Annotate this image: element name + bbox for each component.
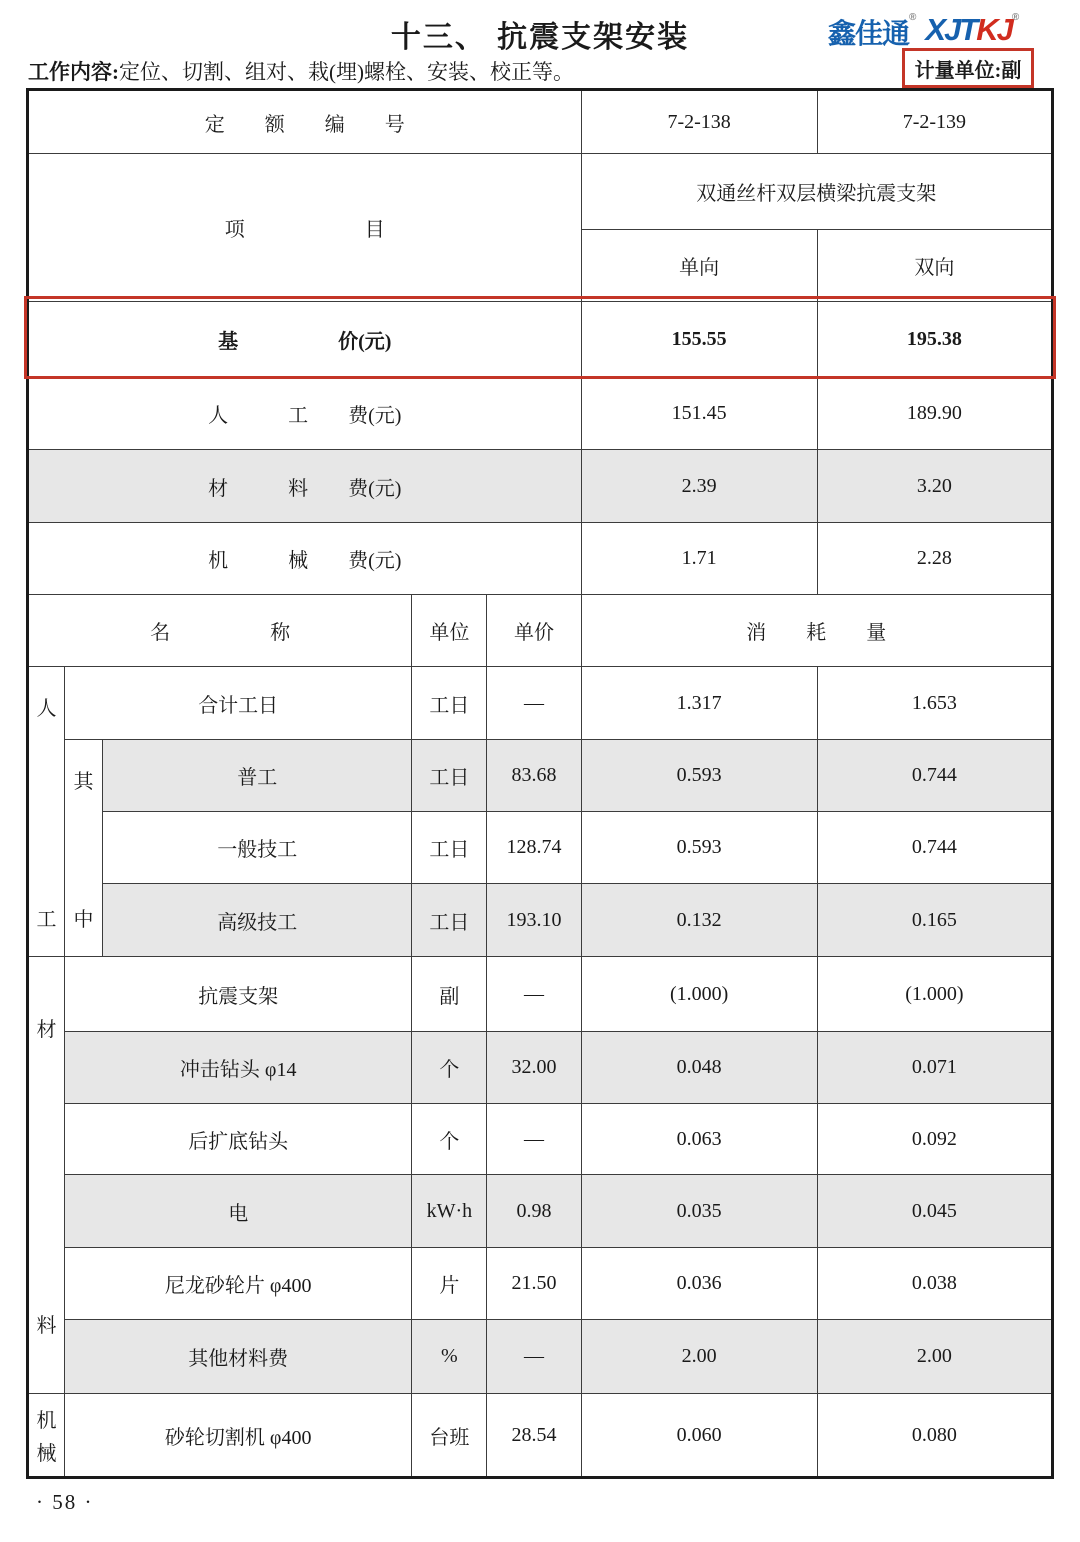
row-name: 高级技工 <box>103 884 412 957</box>
row-name: 普工 <box>103 740 412 812</box>
row-name: 砂轮切割机 φ400 <box>65 1394 412 1478</box>
row-price: 0.98 <box>487 1175 581 1248</box>
row-value-1: 0.036 <box>581 1248 817 1320</box>
row-value-1: (1.000) <box>581 957 817 1032</box>
machine-fee-value-2: 2.28 <box>817 523 1052 595</box>
row-unit: 工日 <box>412 740 487 812</box>
row-value-2: 1.653 <box>817 667 1052 740</box>
measure-unit-text: 计量单位:副 <box>914 59 1022 82</box>
table-row-other-material-fee <box>28 1320 1053 1394</box>
row-price: — <box>487 1320 581 1394</box>
registered-mark-icon: ® <box>909 12 916 23</box>
row-unit: 个 <box>412 1032 487 1104</box>
row-name: 冲击钻头 φ14 <box>65 1032 412 1104</box>
logo-latin-wordmark: XJTKJ® <box>925 12 1018 47</box>
row-value-1: 0.035 <box>581 1175 817 1248</box>
table-row-seismic-support <box>28 957 1053 1032</box>
page-title: 十三、 抗震支架安装 <box>390 21 690 54</box>
row-price: 83.68 <box>487 740 581 812</box>
row-unit: 工日 <box>412 667 487 740</box>
row-price: 128.74 <box>487 812 581 884</box>
row-value-1: 0.063 <box>581 1104 817 1175</box>
row-price: 193.10 <box>487 884 581 957</box>
row-value-2: 0.744 <box>817 812 1052 884</box>
row-unit: kW·h <box>412 1175 487 1248</box>
registered-mark-icon: ® <box>1011 12 1018 23</box>
company-logo <box>828 12 1068 52</box>
base-price-label: 基 价(元) <box>28 302 582 377</box>
item-group-name: 双通丝杆双层横梁抗震支架 <box>581 154 1052 230</box>
row-unit: % <box>412 1320 487 1394</box>
row-value-2: 0.092 <box>817 1104 1052 1175</box>
detail-header-unit: 单位 <box>412 595 487 667</box>
work-content-text: 定位、切割、组对、栽(埋)螺栓、安装、校正等。 <box>119 60 574 84</box>
page-number: · 58 · <box>36 1490 94 1514</box>
row-price: 28.54 <box>487 1394 581 1478</box>
row-value-1: 0.593 <box>581 812 817 884</box>
material-fee-label: 材 料 费(元) <box>28 450 582 523</box>
machine-fee-value-1: 1.71 <box>581 523 817 595</box>
row-price: — <box>487 1104 581 1175</box>
labor-subsection-label: 其 中 <box>65 740 103 957</box>
row-unit: 台班 <box>412 1394 487 1478</box>
row-value-1: 2.00 <box>581 1320 817 1394</box>
row-value-2: 0.080 <box>817 1394 1052 1478</box>
row-value-1: 0.593 <box>581 740 817 812</box>
quota-code-1: 7-2-138 <box>581 90 817 154</box>
row-value-2: 0.744 <box>817 740 1052 812</box>
row-unit: 工日 <box>412 884 487 957</box>
material-section-label: 材 料 <box>28 957 65 1394</box>
table-row-cutting-machine <box>28 1394 1053 1478</box>
detail-header-name: 名 称 <box>28 595 412 667</box>
row-value-1: 0.048 <box>581 1032 817 1104</box>
machine-fee-row <box>28 523 1053 595</box>
labor-fee-label: 人 工 费(元) <box>28 377 582 450</box>
quota-code-row <box>28 90 1053 154</box>
row-name: 其他材料费 <box>65 1320 412 1394</box>
row-price: 32.00 <box>487 1032 581 1104</box>
table-row-general-technician <box>28 812 1053 884</box>
quota-table <box>26 88 1054 1479</box>
row-value-2: (1.000) <box>817 957 1052 1032</box>
labor-fee-row <box>28 377 1053 450</box>
row-unit: 片 <box>412 1248 487 1320</box>
direction-col-1: 单向 <box>581 230 817 302</box>
work-content-label: 工作内容: <box>28 60 119 84</box>
table-row-senior-technician <box>28 884 1053 957</box>
table-row-electricity <box>28 1175 1053 1248</box>
table-row-general-worker <box>28 740 1053 812</box>
table-row-impact-drill-bit <box>28 1032 1053 1104</box>
material-fee-value-1: 2.39 <box>581 450 817 523</box>
material-fee-row <box>28 450 1053 523</box>
row-value-2: 0.045 <box>817 1175 1052 1248</box>
base-price-value-2: 195.38 <box>817 302 1052 377</box>
material-fee-value-2: 3.20 <box>817 450 1052 523</box>
row-value-2: 0.071 <box>817 1032 1052 1104</box>
row-value-1: 1.317 <box>581 667 817 740</box>
row-price: — <box>487 667 581 740</box>
quota-code-2: 7-2-139 <box>817 90 1052 154</box>
item-group-row <box>28 154 1053 230</box>
detail-header-row <box>28 595 1053 667</box>
labor-section-label: 人 工 <box>28 667 65 957</box>
row-price: — <box>487 957 581 1032</box>
work-content-line <box>28 56 574 86</box>
table-row-nylon-grinding-wheel <box>28 1248 1053 1320</box>
measure-unit-highlight-box <box>902 48 1034 88</box>
labor-fee-value-2: 189.90 <box>817 377 1052 450</box>
row-unit: 工日 <box>412 812 487 884</box>
row-value-2: 0.165 <box>817 884 1052 957</box>
machine-section-label: 机 械 <box>28 1394 65 1478</box>
row-name: 后扩底钻头 <box>65 1104 412 1175</box>
base-price-value-1: 155.55 <box>581 302 817 377</box>
logo-chinese-wordmark: 鑫佳通® <box>828 12 916 49</box>
detail-header-consumption: 消 耗 量 <box>581 595 1052 667</box>
row-name: 合计工日 <box>65 667 412 740</box>
table-row-undercut-drill-bit <box>28 1104 1053 1175</box>
row-price: 21.50 <box>487 1248 581 1320</box>
row-name: 电 <box>65 1175 412 1248</box>
row-name: 一般技工 <box>103 812 412 884</box>
row-value-2: 0.038 <box>817 1248 1052 1320</box>
row-name: 抗震支架 <box>65 957 412 1032</box>
quota-code-label: 定 额 编 号 <box>28 90 582 154</box>
item-label: 项 目 <box>28 154 582 302</box>
table-row-total-workdays <box>28 667 1053 740</box>
row-value-1: 0.132 <box>581 884 817 957</box>
row-value-2: 2.00 <box>817 1320 1052 1394</box>
detail-header-price: 单价 <box>487 595 581 667</box>
base-price-row <box>28 302 1053 377</box>
machine-fee-label: 机 械 费(元) <box>28 523 582 595</box>
labor-fee-value-1: 151.45 <box>581 377 817 450</box>
direction-col-2: 双向 <box>817 230 1052 302</box>
row-unit: 副 <box>412 957 487 1032</box>
row-unit: 个 <box>412 1104 487 1175</box>
row-value-1: 0.060 <box>581 1394 817 1478</box>
row-name: 尼龙砂轮片 φ400 <box>65 1248 412 1320</box>
